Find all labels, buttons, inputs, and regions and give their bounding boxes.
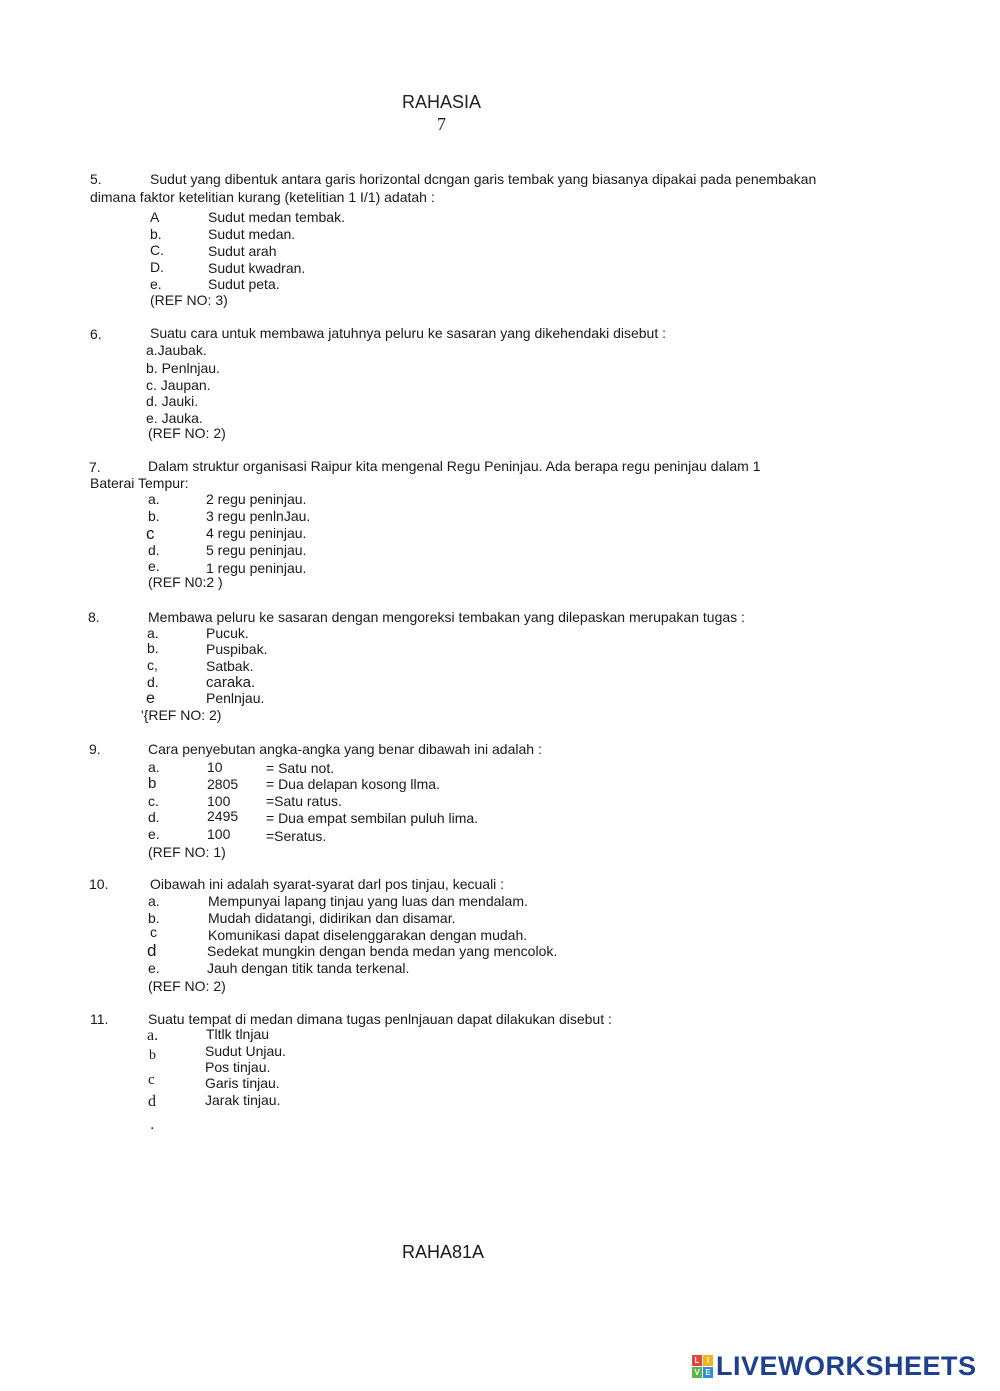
option-text: = Dua empat sembilan puluh lima. [266,810,479,826]
option-letter: a. [147,625,159,641]
page-header-title: RAHASIA [402,92,482,112]
option-text: = Dua delapan kosong llma. [266,776,440,792]
option-text: Pos tinjau. [205,1059,271,1075]
question-number: 10. [89,876,109,892]
option-letter: A [150,209,160,225]
option-text: Sudut Unjau. [205,1043,286,1059]
option-text: Sudut peta. [208,276,280,292]
option-letter: d. [147,674,159,690]
option-text: Pucuk. [206,625,249,641]
reference-note: (REF NO: 3) [150,292,228,308]
option-text: e. Jauka. [146,410,203,426]
option-letter: b. [150,226,162,242]
option-text: 5 regu peninjau. [206,542,307,558]
option-text: Jarak tinjau. [205,1092,281,1108]
option-letter: D. [150,259,164,275]
logo-text: LIVEWORKSHEETS [716,1351,977,1381]
option-letter: b [149,1048,156,1063]
option-letter: c. [148,793,159,809]
option-text: 1 regu peninjau. [206,560,307,576]
option-letter: c, [147,657,158,673]
option-text: Satbak. [206,658,254,674]
trailing-dot: . [150,1116,155,1133]
question-text-line: dimana faktor ketelitian kurang (ketelitian 1 I/1) adatah : [90,189,435,205]
question-text: Oibawah ini adalah syarat-syarat darl pos tinjau, kecuali : [150,876,505,892]
option-letter: e. [150,276,162,292]
option-number: 10 [207,759,223,775]
option-number: 100 [207,826,231,842]
page-number: 7 [437,114,446,134]
option-letter: d. [148,542,160,558]
option-letter: e. [148,558,160,574]
question-text: Cara penyebutan angka-angka yang benar dibawah ini adalah : [148,741,542,757]
question-number: 5. [90,171,102,187]
option-text: Penlnjau. [206,690,265,706]
option-text: d. Jauki. [146,393,199,409]
option-text: Puspibak. [206,641,268,657]
option-text: 4 regu peninjau. [206,525,307,541]
page-footer: RAHA81A [402,1242,485,1262]
option-letter: d [148,1093,156,1110]
reference-note: (REF NO: 2) [148,978,226,994]
question-text-line: Baterai Tempur: [90,475,189,491]
option-letter: a. [147,1027,159,1044]
question-text-line: Sudut yang dibentuk antara garis horizontal dcngan garis tembak yang biasanya dipakai pada penembakan [150,171,817,187]
option-letter: a. [148,893,160,909]
option-letter: b. [147,640,159,656]
option-text: Sudut kwadran. [208,260,306,276]
option-text: Sedekat mungkin dengan benda medan yang mencolok. [207,943,558,959]
option-text: Sudut medan. [208,226,296,242]
option-text: a.Jaubak. [146,342,207,358]
option-number: 100 [207,793,231,809]
question-number: 9. [89,741,101,757]
option-text: Mudah didatangi, didirikan dan disamar. [208,910,456,926]
option-text: Tltlk tlnjau [206,1026,270,1042]
option-text: 2 regu peninjau. [206,491,307,507]
logo-mark-v: V [692,1367,702,1378]
option-text: Komunikasi dapat diselenggarakan dengan mudah. [208,927,528,943]
option-letter: e [146,690,155,707]
option-text: =Satu ratus. [266,793,342,809]
question-number: 8. [88,609,100,625]
option-text: Jauh dengan titik tanda terkenal. [207,960,410,976]
option-text: caraka. [206,674,256,691]
reference-note: '{REF NO: 2) [141,707,222,723]
option-number: 2495 [207,808,239,824]
option-text: =Seratus. [266,828,327,844]
question-text: Suatu tempat di medan dimana tugas penlnjauan dapat dilakukan disebut : [148,1011,612,1027]
logo-mark-icon [692,1355,713,1378]
reference-note: (REF NO: 1) [148,844,226,860]
option-letter: a. [148,759,160,775]
question-text-line: Dalam struktur organisasi Raipur kita mengenal Regu Peninjau. Ada berapa regu peninjau dalam 1 [148,458,761,474]
question-text: Membawa peluru ke sasaran dengan mengoreksi tembakan yang dilepaskan merupakan tugas : [148,609,745,625]
option-letter: b. [148,508,160,524]
option-text: c. Jaupan. [146,377,211,393]
reference-note: (REF NO: 2) [148,425,226,441]
option-letter: c [148,1072,155,1088]
question-text: Suatu cara untuk membawa jatuhnya peluru ke sasaran yang dikehendaki disebut : [150,325,666,341]
question-number: 7. [89,459,101,475]
option-text: Garis tinjau. [205,1075,280,1091]
option-letter: a. [148,491,160,507]
option-number: 2805 [207,776,239,792]
option-text: 3 regu penlnJau. [206,508,311,524]
option-text: = Satu not. [266,760,335,776]
option-letter: c [146,524,155,543]
option-letter: d [147,941,157,960]
reference-note: (REF N0:2 ) [148,574,223,590]
logo-mark-l: L [692,1355,702,1366]
option-letter: b. [148,910,160,926]
option-letter: b [148,775,157,792]
option-letter: C. [150,242,164,258]
option-letter: d. [148,809,160,825]
option-text: Sudut arah [208,243,277,259]
logo-mark-i: I [703,1355,713,1366]
option-text: Sudut medan tembak. [208,209,345,225]
option-letter: e. [148,960,160,976]
option-letter: c [150,924,157,940]
option-text: Mempunyai lapang tinjau yang luas dan mendalam. [208,893,528,909]
question-number: 6. [90,326,102,342]
option-letter: e. [148,826,160,842]
question-number: 11. [90,1011,109,1027]
logo-mark-e: E [703,1367,713,1378]
liveworksheets-logo [692,1353,977,1380]
option-text: b. Penlnjau. [146,360,220,376]
